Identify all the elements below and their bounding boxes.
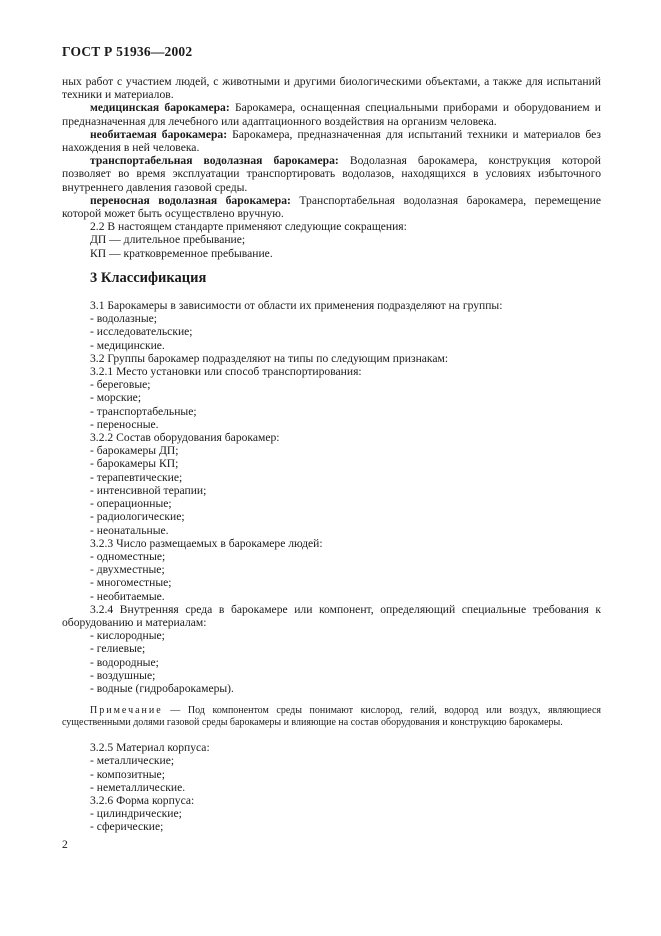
note-text: — Под компонентом среды понимают кислород, гелий, водород или воздух, являющиеся существенными долями газовой среды барокамеры и влияющие на состав оборудования и конструкцию барокамеры. <box>62 705 601 729</box>
term-uninhabited: необитаемая барокамера: <box>90 127 228 141</box>
list-item: - барокамеры КП; <box>90 457 179 471</box>
list-item: - барокамеры ДП; <box>90 444 179 458</box>
list-item: - неметаллические. <box>90 780 186 794</box>
list-item: - водные (гидробарокамеры). <box>90 681 234 695</box>
list-item: - двухместные; <box>90 563 165 577</box>
definition-text: Барокамера, оснащенная специальными приборами и оборудованием и предназначенная для лечебного или адаптационного воздействия на организм человека. <box>62 101 601 128</box>
list-item: - интенсивной терапии; <box>90 483 207 497</box>
definition-text: Барокамера, предназначенная для испытаний техники и материалов без нахождения в ней человека. <box>62 127 601 155</box>
page-number: 2 <box>62 838 68 851</box>
clause-3-2: 3.2 Группы барокамер подразделяют на типы по следующим признакам: <box>90 351 449 365</box>
clause-3-2-5: 3.2.5 Материал корпуса: <box>90 741 210 755</box>
list-item: - многоместные; <box>90 576 172 590</box>
clause-3-2-3: 3.2.3 Число размещаемых в барокамере людей: <box>90 536 323 550</box>
clause-3-2-2: 3.2.2 Состав оборудования барокамер: <box>90 431 280 445</box>
list-item: - гелиевые; <box>90 642 146 656</box>
definition-portable <box>62 194 601 220</box>
list-item: - сферические; <box>90 820 164 834</box>
term-transportable: транспортабельная водолазная барокамера: <box>90 154 339 168</box>
list-item: - операционные; <box>90 497 172 511</box>
list-item: - неонатальные. <box>90 523 169 537</box>
list-item: - терапевтические; <box>90 470 183 484</box>
list-item: - металлические; <box>90 754 175 768</box>
list-item: - кислородные; <box>90 629 165 643</box>
term-medical: медицинская барокамера: <box>90 101 230 115</box>
paragraph-continued: ных работ с участием людей, с животными и другими биологическими объектами, а также для испытаний техники и материалов. <box>62 75 601 102</box>
clause-3-2-1: 3.2.1 Место установки или способ транспортирования: <box>90 365 362 379</box>
abbreviations-intro: 2.2 В настоящем стандарте применяют следующие сокращения: <box>90 220 407 234</box>
list-item: - береговые; <box>90 378 151 392</box>
list-item: - одноместные; <box>90 549 166 563</box>
definition-uninhabited <box>62 128 601 154</box>
document-code: ГОСТ Р 51936—2002 <box>62 44 193 59</box>
definition-text: Водолазная барокамера, конструкция которой позволяет во время эксплуатации транспортировать водолазов, находящихся в условиях избыточного внутреннего давления газовой среды. <box>62 154 601 194</box>
clause-3-2-6: 3.2.6 Форма корпуса: <box>90 793 195 807</box>
note-block <box>62 705 601 729</box>
term-portable: переносная водолазная барокамера: <box>90 193 291 207</box>
definition-medical <box>62 101 601 127</box>
clause-3-1: 3.1 Барокамеры в зависимости от области их применения подразделяют на группы: <box>90 299 503 313</box>
definition-text: Транспортабельная водолазная барокамера, перемещение которой может быть осуществлено вручную. <box>62 193 601 221</box>
list-item: - транспортабельные; <box>90 404 197 418</box>
note-label: Примечание <box>90 705 163 717</box>
list-item: - воздушные; <box>90 668 156 682</box>
list-item: - водолазные; <box>90 312 158 326</box>
list-item: - медицинские. <box>90 338 165 352</box>
definition-transportable <box>62 154 601 194</box>
list-item: - радиологические; <box>90 510 185 524</box>
clause-3-2-4: 3.2.4 Внутренняя среда в барокамере или компонент, определяющий специальные требования к оборудованию и материалам: <box>62 602 601 629</box>
list-item: - переносные. <box>90 417 159 431</box>
list-item: - исследовательские; <box>90 325 193 339</box>
list-item: - морские; <box>90 391 142 405</box>
list-item: - цилиндрические; <box>90 807 182 821</box>
section-heading: 3 Классификация <box>90 269 207 286</box>
list-item: - водородные; <box>90 655 159 669</box>
list-item: - композитные; <box>90 767 165 781</box>
abbreviation-kp: КП — кратковременное пребывание. <box>90 246 273 260</box>
abbreviation-dp: ДП — длительное пребывание; <box>90 233 246 247</box>
page-body <box>62 75 601 834</box>
list-item: - необитаемые. <box>90 589 165 603</box>
